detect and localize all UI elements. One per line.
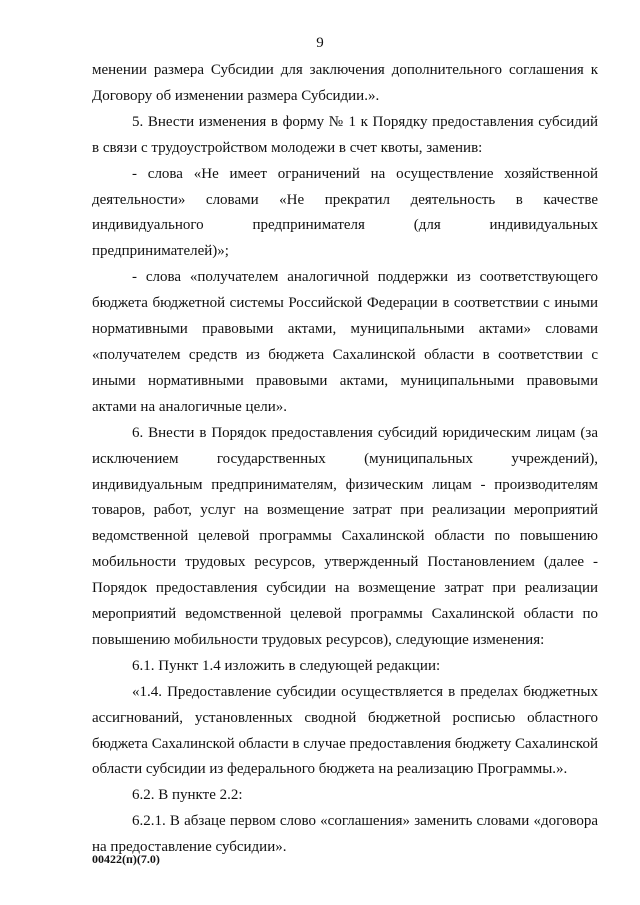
paragraph-continuation: менении размера Субсидии для заключения дополнительного соглашения к Договору об изменении размера Субсидии.».: [92, 62, 598, 104]
document-body: [92, 58, 598, 861]
page-number: 9: [316, 35, 324, 51]
paragraph-item-6: 6. Внести в Порядок предоставления субсидий юридическим лицам (за исключением государственных (муниципальных учреждений), индивидуальным предпринимателям, физическим лицам - производителям товаров, работ, услуг на возмещение затрат при реализации мероприятий ведомственной целевой программы Сахалинской области по повышению мобильности трудовых ресурсов, утвержденный Постановлением (далее - Порядок предоставления субсидии на возмещение затрат при реализации мероприятий ведомственной целевой программы Сахалинской области по повышению мобильности трудовых ресурсов), следующие изменения:: [92, 424, 598, 648]
paragraph-item-6-2: 6.2. В пункте 2.2:: [132, 787, 243, 804]
paragraph-item-5: 5. Внести изменения в форму № 1 к Порядку предоставления субсидий в связи с трудоустройством молодежи в счет квоты, заменив:: [92, 113, 598, 156]
paragraph-item-6-2-1: 6.2.1. В абзаце первом слово «соглашения» заменить словами «договора на предоставление субсидии».: [92, 813, 598, 856]
paragraph-item-6-1: 6.1. Пункт 1.4 изложить в следующей редакции:: [132, 657, 441, 674]
paragraph-replacement-2: - слова «получателем аналогичной поддержки из соответствующего бюджета бюджетной системы Российской Федерации в соответствии с иными нормативными правовыми актами, муниципальными актами» словами «получателем средств из бюджета Сахалинской области в соответствии с иными нормативными правовыми актами, муниципальными правовыми актами на аналогичные цели».: [92, 269, 598, 415]
footer-document-code: 00422(п)(7.0): [92, 852, 160, 866]
paragraph-replacement-1: - слова «Не имеет ограничений на осуществление хозяйственной деятельности» словами «Не прекратил деятельность в качестве индивидуального предпринимателя (для индивидуальных предпринимателей)»;: [92, 165, 598, 260]
paragraph-quote-1-4: «1.4. Предоставление субсидии осуществляется в пределах бюджетных ассигнований, установленных сводной бюджетной росписью областного бюджета Сахалинской области в случае предоставления бюджету Сахалинской области субсидии из федерального бюджета на реализацию Программы.».: [92, 683, 598, 778]
